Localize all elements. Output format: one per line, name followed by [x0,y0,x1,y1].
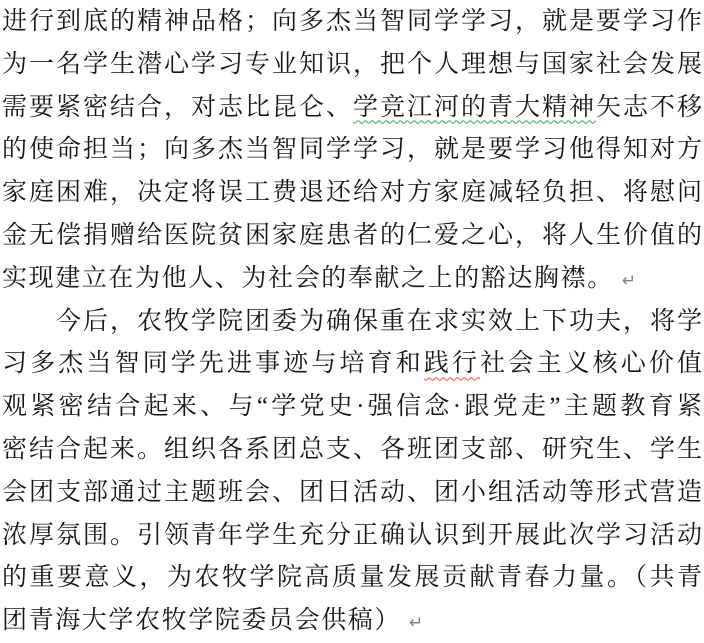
text-segment: 为一名学生潜心学习专业知识，把个人理想与国家社会发展 [2,50,702,78]
text-segment: 习多杰当智同学先进事迹与培育和 [2,350,424,378]
text-line [2,129,702,172]
grammar-wavy-underline-segment: 学竞江河的青大精神 [352,93,596,121]
text-segment: 浓厚氛围。引领青年学生充分正确认识到开展此次学习活动 [2,521,702,549]
text-segment: 实现建立在为他人、为社会的奉献之上的豁达胸襟。 [2,264,614,292]
text-line [2,515,702,558]
text-line [2,600,702,643]
text-segment: 的重要意义，为农牧学院高质量发展贡献青春力量。（共青 [2,564,702,592]
text-segment: 团青海大学农牧学院委员会供稿） [2,607,402,635]
text-segment: 进行到底的精神品格；向多杰当智同学学习，就是要学习作 [2,8,702,35]
text-segment: 家庭困难，决定将误工费退还给对方家庭减轻负担、将慰问 [2,179,702,207]
text-segment: 金无偿捐赠给医院贫困家庭患者的仁爱之心，将人生价值的 [2,221,702,249]
text-line [2,172,702,215]
text-line [2,429,702,472]
text-line [2,386,702,429]
spelling-wavy-underline-segment: 践行 [423,350,481,378]
text-line [2,301,702,344]
text-segment: 观紧密结合起来、与“学党史·强信念·跟党走”主题教育紧 [2,393,702,421]
text-segment: 今后，农牧学院团委为确保重在求实效上下功夫，将学 [56,307,702,335]
text-segment: 会团支部通过主题班会、团日活动、团小组活动等形式营造 [2,478,702,506]
document-text [2,1,702,643]
text-segment: 矢志不移 [595,93,702,121]
text-line [2,87,702,130]
text-segment: 需要紧密结合，对志比昆仑、 [2,93,353,121]
text-segment: 的使命担当；向多杰当智同学学习，就是要学习他得知对方 [2,136,702,164]
text-line [2,343,702,386]
text-segment: 密结合起来。组织各系团总支、各班团支部、研究生、学生 [2,435,702,463]
text-line [2,44,702,87]
paragraph-mark-icon: ↵ [621,270,637,291]
text-line [2,1,702,44]
text-line [2,258,702,301]
text-line [2,557,702,600]
text-line [2,215,702,258]
paragraph-mark-icon: ↵ [409,613,424,634]
text-line [2,472,702,515]
text-segment: 社会主义核心价值 [480,350,702,378]
